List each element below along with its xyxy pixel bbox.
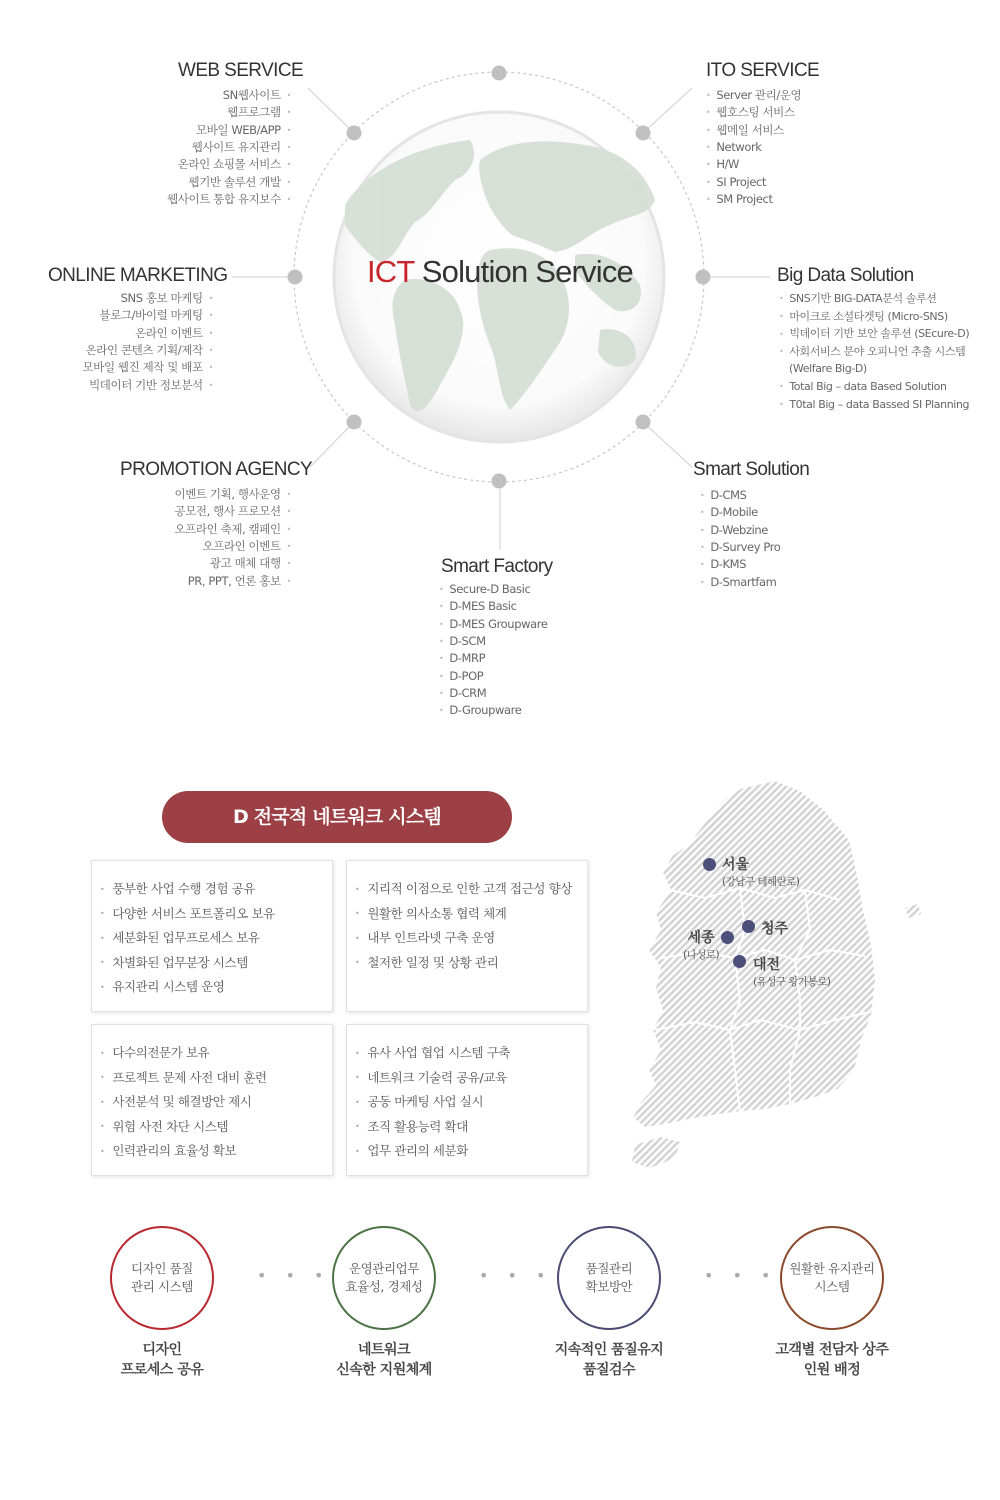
separator-dots: • • • [704, 1266, 778, 1285]
separator-dots: • • • [257, 1266, 331, 1285]
list-item: 광고 매체 대행 • [175, 555, 291, 572]
list-item: 웹사이트 유지관리 • [167, 139, 291, 156]
process-label-2: 네트워크 신속한 지원체계 [336, 1342, 432, 1378]
list-item: • SM Project [706, 191, 801, 208]
list-item: • 지리적 이점으로 인한 고객 접근성 향상 [355, 877, 587, 902]
process-circle-1 [110, 1226, 214, 1330]
list-item: 오프라인 이벤트 • [175, 538, 291, 555]
list-item: 온라인 이벤트 • [83, 325, 213, 342]
list-item: • SNS기반 BIG-DATA분석 솔루션 [779, 290, 969, 308]
list-item: 웹기반 솔루션 개발 • [167, 174, 291, 191]
separator-dots: • • • [479, 1266, 553, 1285]
process-circle-text: 품질관리 확보방안 [585, 1261, 633, 1294]
list-item: • 업무 관리의 세분화 [355, 1139, 587, 1164]
center-title-accent: ICT [366, 254, 414, 289]
feature-box-2 [346, 860, 588, 1012]
list-item: 이벤트 기획, 행사운영 • [175, 486, 291, 503]
list-item: • D-MRP [439, 650, 548, 667]
list-item: 블로그/바이럴 마케팅 • [83, 307, 213, 324]
list-item: • D-CMS [700, 487, 780, 504]
list-item: • D-Mobile [700, 504, 780, 521]
list-item: • 인력관리의 효율성 확보 [100, 1139, 332, 1164]
list-item: • Secure-D Basic [439, 581, 548, 598]
list-item: PR, PPT, 언론 홍보 • [175, 573, 291, 590]
list-item: • 세분화된 업무프로세스 보유 [100, 926, 332, 951]
city-cheongju [761, 918, 788, 938]
list-item: • D-SCM [439, 633, 548, 650]
center-title-rest: Solution Service [413, 254, 633, 289]
list-item: • Network [706, 139, 801, 156]
process-circle-2 [332, 1226, 436, 1330]
list-item: • Total Big – data Based Solution [779, 378, 969, 396]
list-item: 웹프로그램 • [167, 104, 291, 121]
list-item: • 웹호스팅 서비스 [706, 104, 801, 121]
city-name: 서울 [722, 857, 750, 873]
list-item: • 유지관리 시스템 운영 [100, 975, 332, 1000]
city-name: 대전 [753, 957, 781, 973]
list-item: • SI Project [706, 174, 801, 191]
list-item: 온라인 콘텐츠 기획/제작 • [83, 342, 213, 359]
list-item: • 네트워크 기술력 공유/교육 [355, 1066, 587, 1091]
process-circle-text: 운영관리업무 효율성, 경제성 [345, 1261, 423, 1294]
web-service-list [167, 87, 291, 208]
list-item: • 철저한 일정 및 상황 관리 [355, 951, 587, 976]
list-item: • 프로젝트 문제 사전 대비 훈련 [100, 1066, 332, 1091]
list-item: • 위험 사전 차단 시스템 [100, 1115, 332, 1140]
list-item: (Welfare Big-D) [789, 362, 867, 376]
list-item: • D-Smartfam [700, 574, 780, 591]
daejeon-marker-icon [733, 955, 746, 968]
list-item: • 사회서비스 분야 오피니언 추출 시스템 [779, 343, 969, 361]
city-address: (유성구 왕가봉로) [753, 976, 831, 988]
list-item: • 사전분석 및 해결방안 제시 [100, 1090, 332, 1115]
cheongju-marker-icon [742, 920, 755, 933]
list-item: 공모전, 행사 프로모션 • [175, 503, 291, 520]
list-item: • D-CRM [439, 685, 548, 702]
network-section-title: D 전국적 네트워크 시스템 [162, 791, 512, 843]
list-item: • 웹메일 서비스 [706, 122, 801, 139]
list-item: • 내부 인트라넷 구축 운영 [355, 926, 587, 951]
feature-box-1 [91, 860, 333, 1012]
smart-factory-list [439, 581, 548, 720]
big-data-list [779, 290, 969, 413]
list-item: 빅데이터 기반 정보분석 • [83, 377, 213, 394]
list-item: • Server 관리/운영 [706, 87, 801, 104]
smart-factory-title: Smart Factory [441, 556, 553, 577]
list-item: • D-KMS [700, 556, 780, 573]
list-item: 웹사이트 통합 유지보수 • [167, 191, 291, 208]
list-item: 오프라인 축제, 캠페인 • [175, 521, 291, 538]
feature-box-4 [346, 1024, 588, 1176]
list-item: • D-POP [439, 668, 548, 685]
big-data-title: Big Data Solution [777, 265, 914, 286]
ito-service-title: ITO SERVICE [706, 60, 820, 81]
list-item: • 유사 사업 협업 시스템 구축 [355, 1041, 587, 1066]
process-label-3: 지속적인 품질유지 품질검수 [554, 1342, 664, 1378]
list-item: • D-Survey Pro [700, 539, 780, 556]
list-item: • H/W [706, 156, 801, 173]
promotion-agency-title: PROMOTION AGENCY [120, 459, 313, 480]
feature-box-3 [91, 1024, 333, 1176]
list-item: 온라인 쇼핑몰 서비스 • [167, 156, 291, 173]
sejong-marker-icon [721, 931, 734, 944]
process-circle-4 [780, 1226, 884, 1330]
promotion-agency-list [175, 486, 291, 590]
smart-solution-list [700, 487, 780, 591]
city-daejeon [753, 954, 831, 989]
city-name: 세종 [687, 930, 715, 946]
city-sejong [683, 927, 719, 962]
list-item: • 공동 마케팅 사업 실시 [355, 1090, 587, 1115]
list-item: • 조직 활용능력 확대 [355, 1115, 587, 1140]
seoul-marker-icon [703, 858, 716, 871]
list-item: • 빅데이터 기반 보안 솔루션 (SEcure-D) [779, 325, 969, 343]
list-item: 모바일 웹진 제작 및 배포 • [83, 359, 213, 376]
list-item: SN웹사이트 • [167, 87, 291, 104]
list-item: • D-MES Basic [439, 598, 548, 615]
process-circle-3 [557, 1226, 661, 1330]
ito-service-list [706, 87, 801, 208]
web-service-title: WEB SERVICE [178, 60, 304, 81]
city-name: 청주 [761, 921, 789, 937]
list-item: SNS 홍보 마케팅 • [83, 290, 213, 307]
center-title [320, 254, 680, 290]
list-item: • T0tal Big – data Bassed SI Planning [779, 396, 969, 414]
city-address: (나성로) [683, 949, 720, 961]
list-item: • 마이크로 소셜타겟팅 (Micro-SNS) [779, 308, 969, 326]
smart-solution-title: Smart Solution [693, 459, 810, 480]
process-circle-text: 원활한 유지관리 시스템 [789, 1261, 875, 1294]
process-label-1: 디자인 프로세스 공유 [120, 1342, 204, 1378]
list-item: • 다양한 서비스 포트폴리오 보유 [100, 902, 332, 927]
list-item: • D-Groupware [439, 702, 548, 719]
city-seoul [722, 854, 800, 889]
list-item: • 차별화된 업무분장 시스템 [100, 951, 332, 976]
list-item: • D-MES Groupware [439, 616, 548, 633]
list-item: • 풍부한 사업 수행 경험 공유 [100, 877, 332, 902]
list-item: • D-Webzine [700, 522, 780, 539]
process-label-4: 고객별 전담자 상주 인원 배정 [775, 1342, 889, 1378]
city-address: (강남구 테헤란로) [722, 876, 800, 888]
online-marketing-title: ONLINE MARKETING [48, 265, 228, 286]
list-item: • 다수의전문가 보유 [100, 1041, 332, 1066]
process-circle-text: 디자인 품질 관리 시스템 [131, 1261, 193, 1294]
online-marketing-list [83, 290, 213, 394]
list-item: 모바일 WEB/APP • [167, 122, 291, 139]
list-item: • 원활한 의사소통 협력 체계 [355, 902, 587, 927]
